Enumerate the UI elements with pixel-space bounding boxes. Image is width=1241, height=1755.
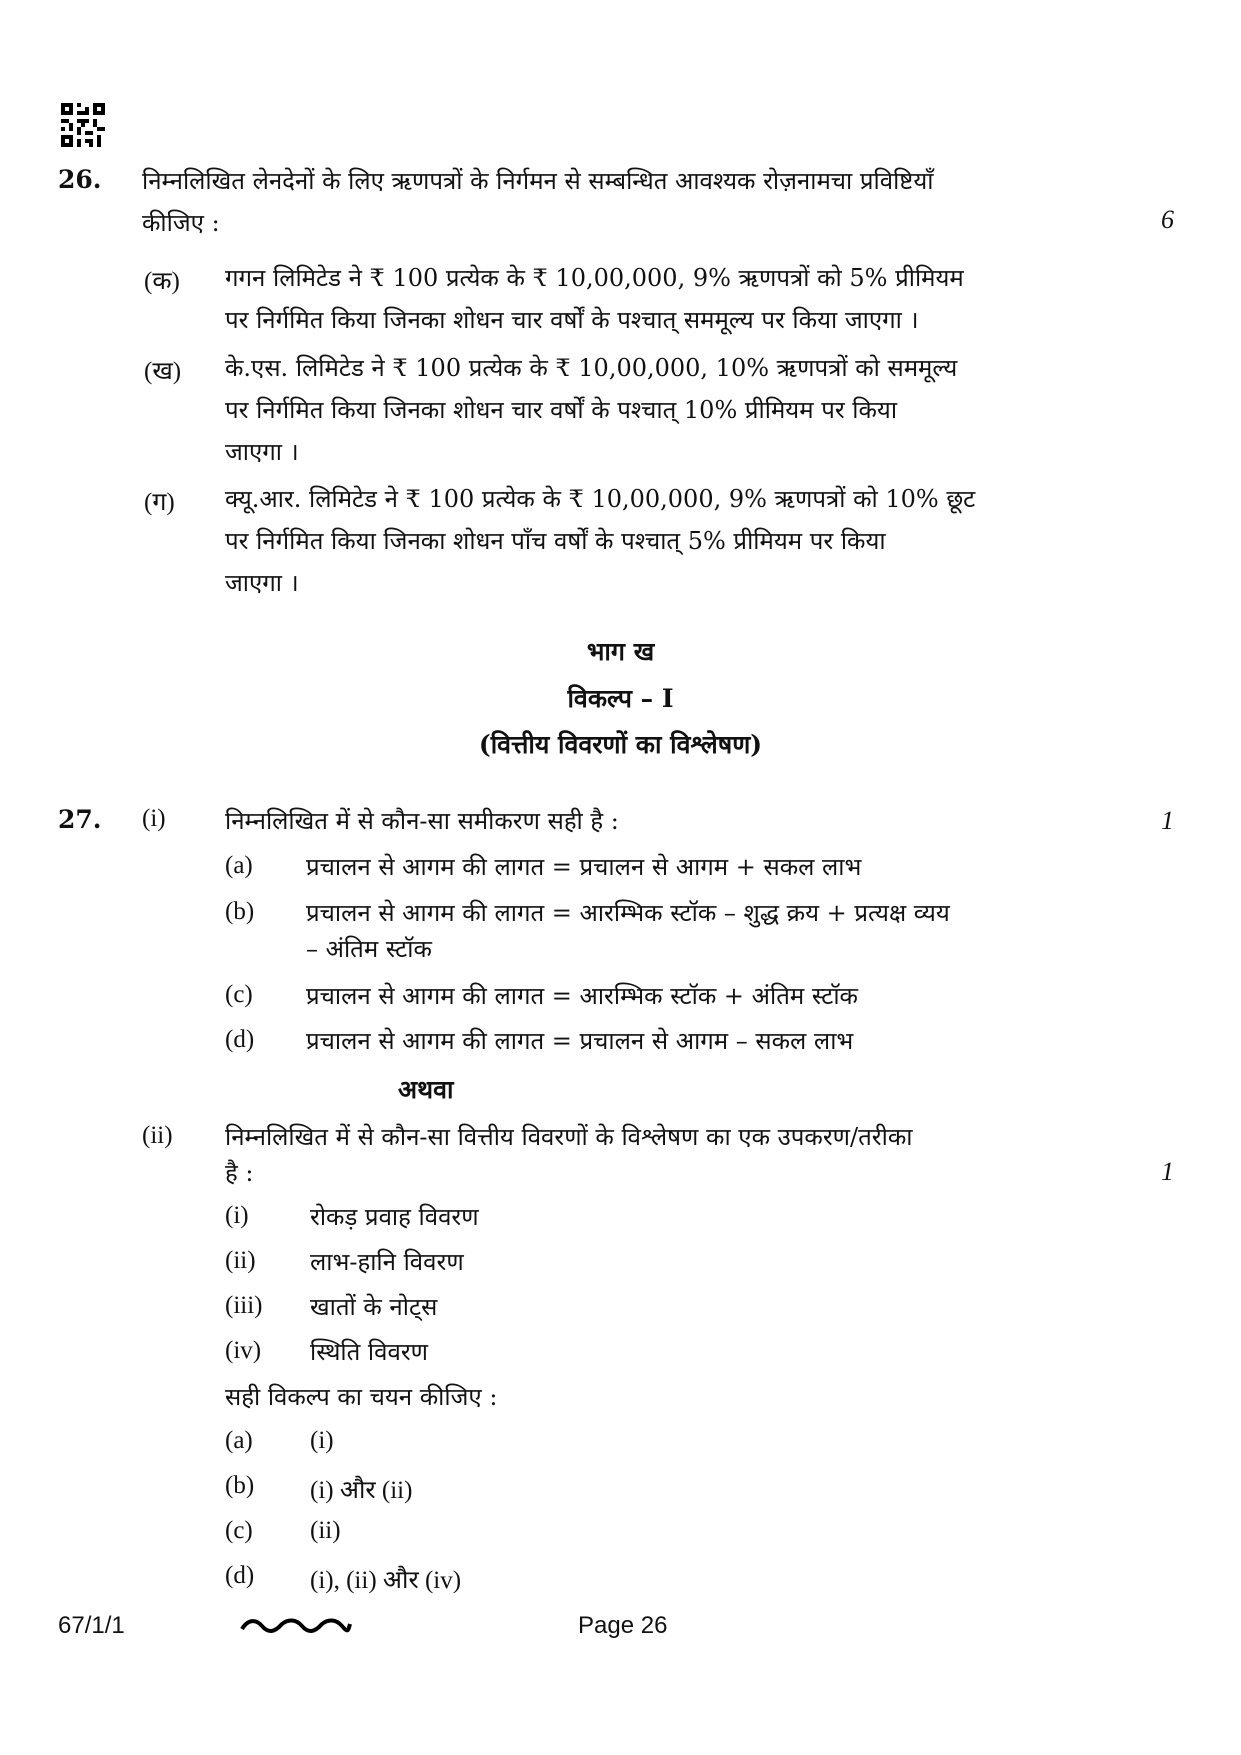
item-text: रोकड़ प्रवाह विवरण (310, 1203, 479, 1231)
option-label: (a) (225, 1427, 253, 1454)
question-number: 27. (58, 805, 102, 834)
part-line: जाएगा । (225, 438, 299, 466)
item-label: (i) (225, 1202, 249, 1229)
option-label: (a) (225, 852, 253, 879)
option-label: (b) (225, 1472, 255, 1499)
stem-line: निम्नलिखित में से कौन-सा वित्तीय विवरणों के विश्लेषण का एक उपकरण/तरीका (225, 1123, 913, 1151)
part-label: (क) (144, 268, 180, 295)
page-number: Page 26 (578, 1612, 668, 1639)
section-topic: (वित्तीय विवरणों का विश्लेषण) (478, 730, 763, 759)
part-label: (ग) (144, 489, 175, 516)
part-line: गगन लिमिटेड ने ₹ 100 प्रत्येक के ₹ 10,00,000, 9% ऋणपत्रों को 5% प्रीमियम (225, 264, 964, 292)
item-label: (iv) (225, 1337, 262, 1364)
subquestion-stem (225, 1116, 1125, 1194)
item-label: (ii) (225, 1247, 256, 1274)
option-label: (d) (225, 1026, 255, 1053)
instruction: सही विकल्प का चयन कीजिए : (225, 1383, 498, 1411)
question-stem (142, 160, 1112, 244)
paper-code: 67/1/1 (58, 1612, 125, 1639)
or-separator: अथवा (398, 1075, 454, 1104)
section-part: भाग ख (586, 637, 655, 666)
qr-code (61, 103, 105, 147)
tilde-ornament (240, 1616, 352, 1636)
item-label: (iii) (225, 1292, 263, 1319)
part-text (225, 257, 1125, 341)
marks: 1 (1161, 1157, 1174, 1186)
option-text (306, 892, 1126, 970)
item-text: लाभ-हानि विवरण (310, 1248, 464, 1276)
option-line: प्रचालन से आगम की लागत = आरम्भिक स्टॉक – शुद्ध क्रय + प्रत्यक्ष व्यय (306, 899, 950, 927)
option-text: प्रचालन से आगम की लागत = प्रचालन से आगम + सकल लाभ (306, 853, 862, 881)
option-text: (ii) (310, 1517, 341, 1544)
item-text: खातों के नोट्स (310, 1293, 438, 1321)
marks: 6 (1161, 205, 1174, 234)
option-line: – अंतिम स्टॉक (306, 935, 432, 963)
option-label: (c) (225, 981, 253, 1008)
part-line: के.एस. लिमिटेड ने ₹ 100 प्रत्येक के ₹ 10,00,000, 10% ऋणपत्रों को सममूल्य (225, 354, 958, 382)
stem-line: कीजिए : (142, 209, 220, 237)
part-label: (ख) (144, 358, 182, 385)
option-text: प्रचालन से आगम की लागत = आरम्भिक स्टॉक + अंतिम स्टॉक (306, 982, 858, 1010)
part-text (225, 478, 1125, 604)
part-text (225, 347, 1125, 473)
question-number: 26. (58, 165, 102, 194)
option-label: (d) (225, 1562, 255, 1589)
stem-line: निम्नलिखित लेनदेनों के लिए ऋणपत्रों के निर्गमन से सम्बन्धित आवश्यक रोज़नामचा प्रविष्टियाँ (142, 167, 934, 195)
option-text: (i) (310, 1427, 334, 1454)
option-text: (i) और (ii) (310, 1477, 413, 1504)
part-line: पर निर्गमित किया जिनका शोधन चार वर्षों के पश्चात् सममूल्य पर किया जाएगा । (225, 306, 919, 334)
part-line: पर निर्गमित किया जिनका शोधन पाँच वर्षों के पश्चात् 5% प्रीमियम पर किया (225, 527, 886, 555)
subquestion-stem: निम्नलिखित में से कौन-सा समीकरण सही है : (225, 807, 619, 835)
part-line: क्यू.आर. लिमिटेड ने ₹ 100 प्रत्येक के ₹ 10,00,000, 9% ऋणपत्रों को 10% छूट (225, 485, 976, 513)
item-text: स्थिति विवरण (310, 1338, 429, 1366)
option-label: (b) (225, 898, 255, 925)
part-line: पर निर्गमित किया जिनका शोधन चार वर्षों के पश्चात् 10% प्रीमियम पर किया (225, 396, 898, 424)
subquestion-label: (i) (142, 805, 166, 832)
option-text: प्रचालन से आगम की लागत = प्रचालन से आगम – सकल लाभ (306, 1027, 854, 1055)
subquestion-label: (ii) (142, 1122, 173, 1149)
part-line: जाएगा । (225, 569, 299, 597)
option-text: (i), (ii) और (iv) (310, 1567, 462, 1594)
marks: 1 (1161, 806, 1174, 835)
option-label: (c) (225, 1517, 253, 1544)
section-option: विकल्प – I (567, 684, 674, 713)
stem-line: है : (225, 1159, 254, 1187)
